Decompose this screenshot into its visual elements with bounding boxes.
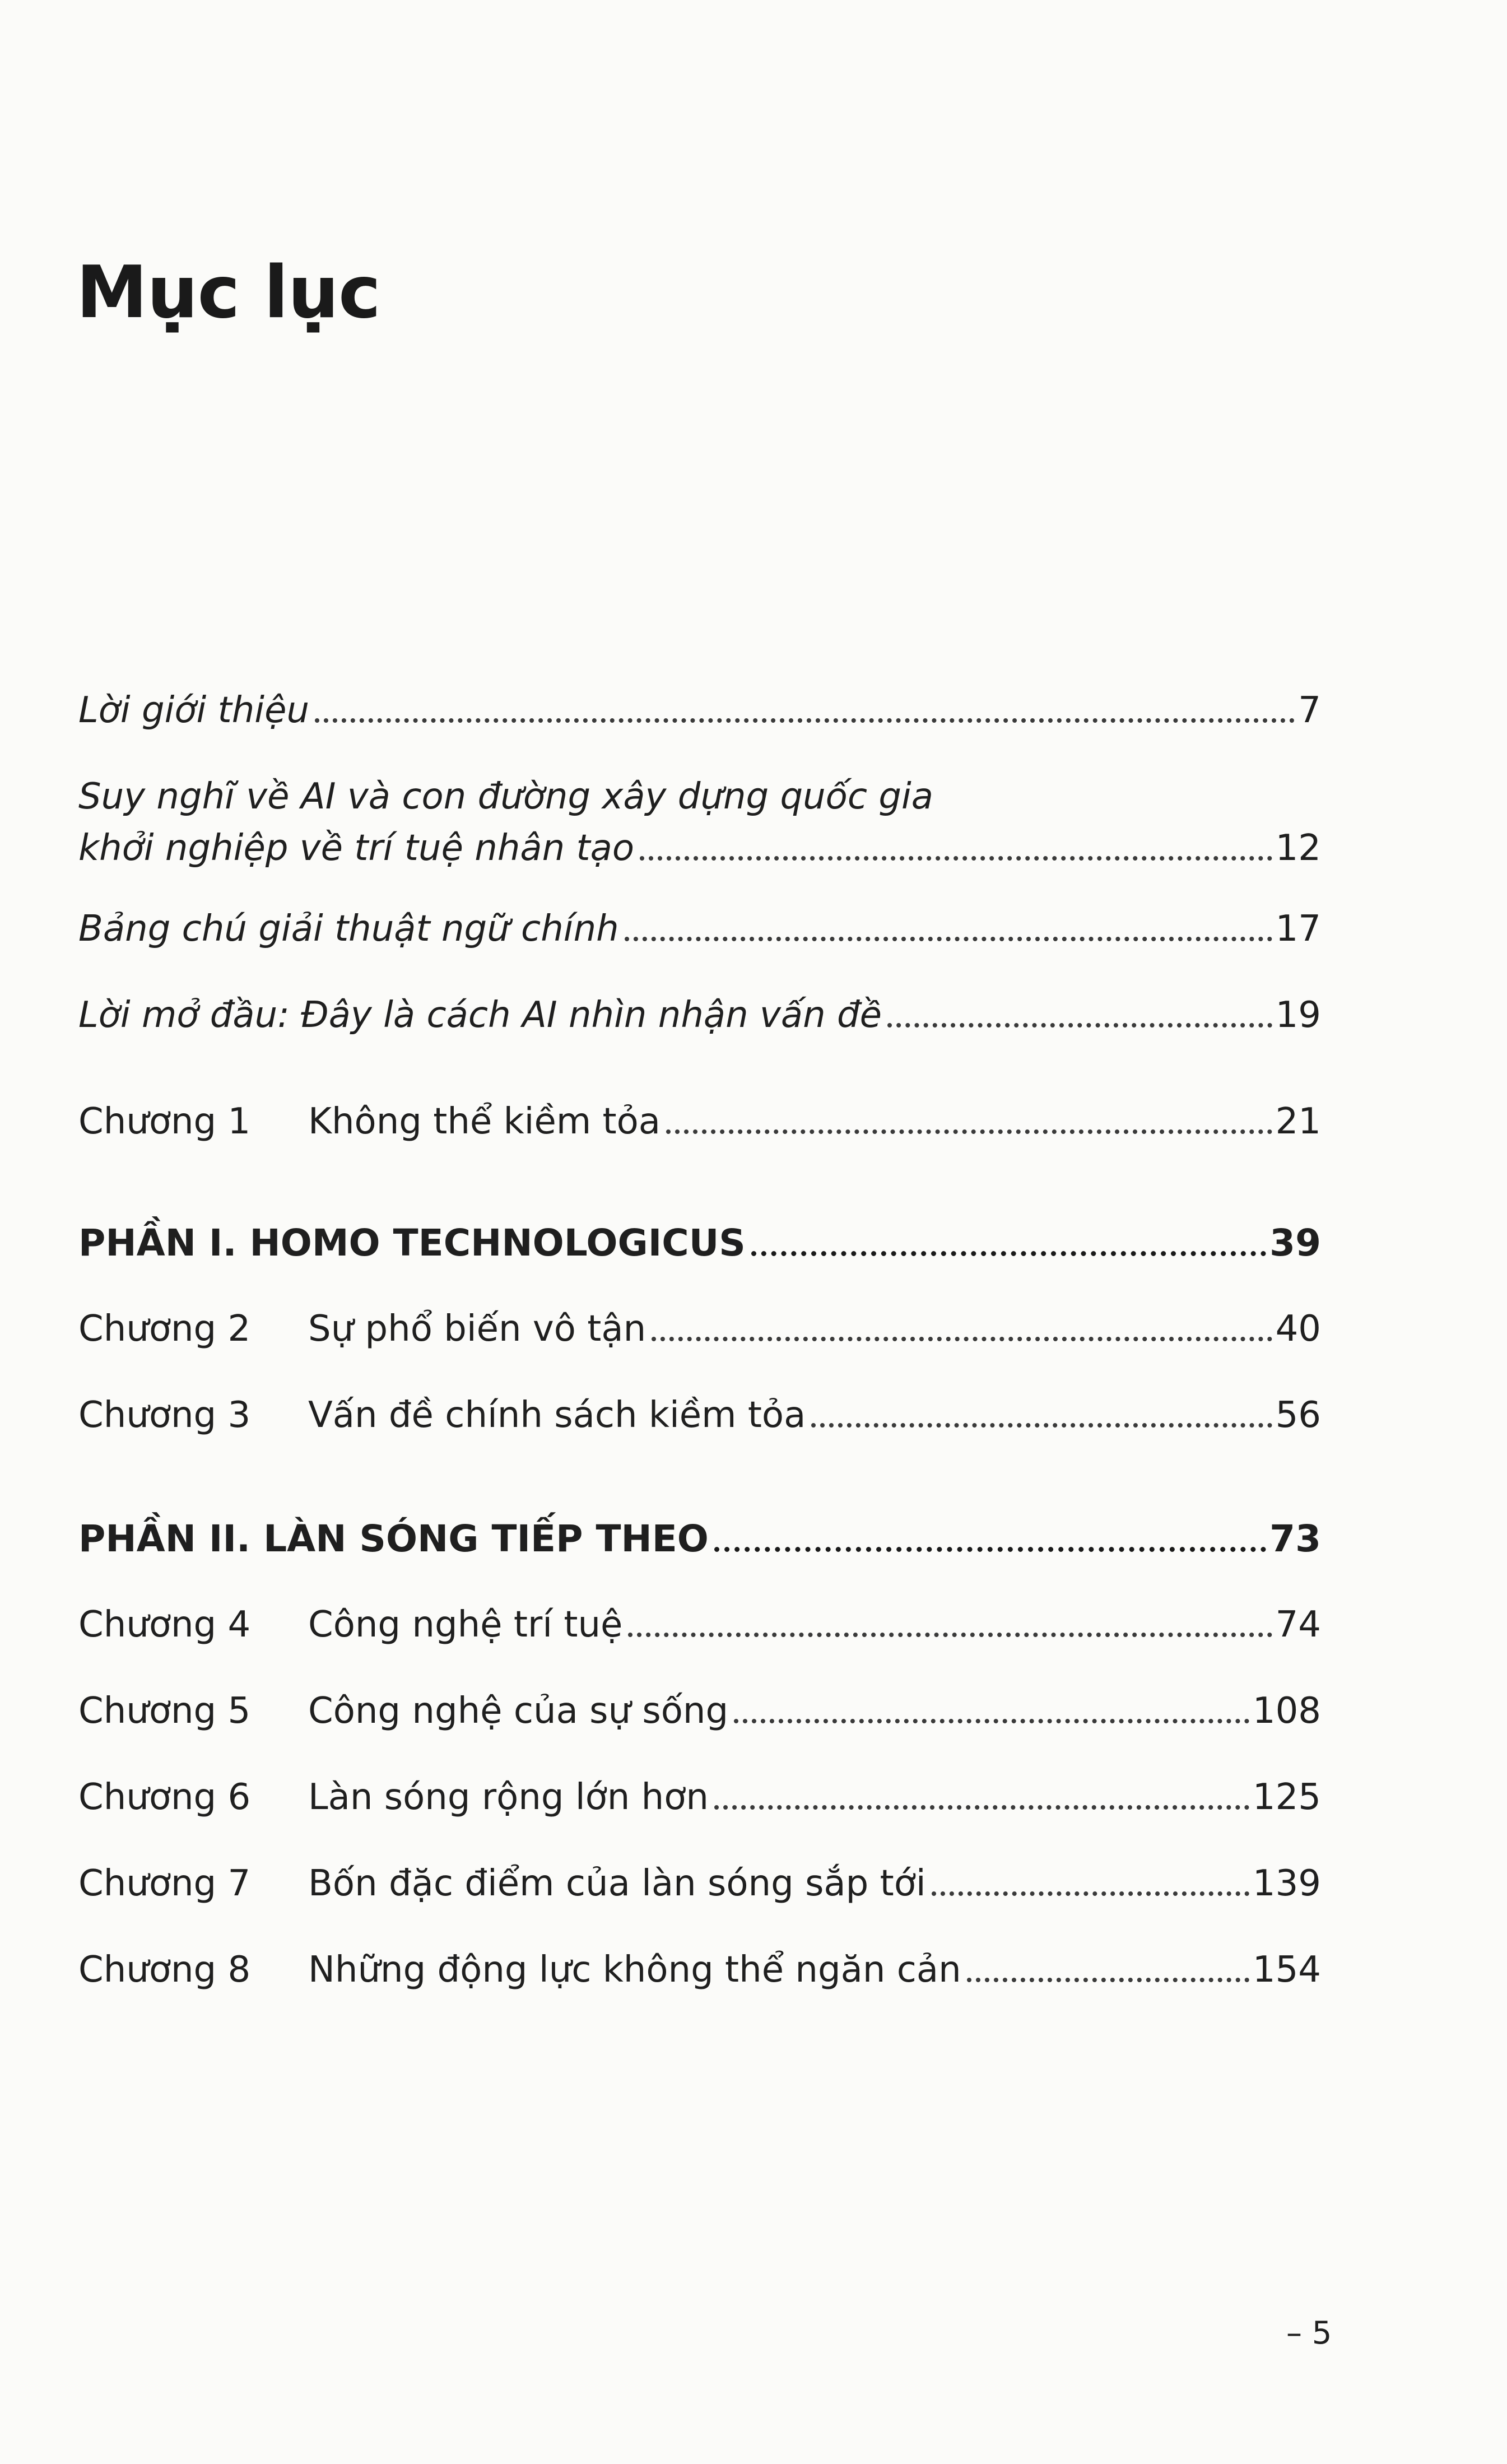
dot-leader — [628, 1633, 1272, 1637]
chapter-title: Sự phổ biến vô tận — [308, 1308, 646, 1350]
entry-page: 73 — [1269, 1517, 1321, 1560]
entry-page: 74 — [1275, 1604, 1321, 1645]
part-title: PHẦN II. LÀN SÓNG TIẾP THEO — [78, 1517, 709, 1560]
entry-page: 125 — [1252, 1777, 1321, 1818]
entry-page: 17 — [1275, 908, 1321, 950]
dot-leader — [652, 1337, 1272, 1341]
page-title: Mục lục — [76, 251, 380, 334]
entry-label: Bảng chú giải thuật ngữ chính — [78, 908, 619, 950]
dot-leader — [714, 1805, 1249, 1810]
toc-part-1[interactable] — [78, 1221, 1321, 1264]
entry-page: 139 — [1252, 1863, 1321, 1904]
chapter-number: Chương 8 — [78, 1949, 251, 1991]
dot-leader — [751, 1251, 1266, 1256]
chapter-number: Chương 4 — [78, 1604, 251, 1645]
chapter-number: Chương 1 — [78, 1101, 251, 1142]
dot-leader — [315, 718, 1295, 723]
dot-leader — [666, 1129, 1272, 1134]
entry-label: Lời mở đầu: Đây là cách AI nhìn nhận vấn đề — [78, 994, 882, 1036]
toc-entry-chapter-2[interactable] — [78, 1308, 1321, 1350]
entry-page: 39 — [1269, 1221, 1321, 1264]
toc-entry-introduction[interactable] — [78, 690, 1321, 731]
chapter-number: Chương 3 — [78, 1394, 251, 1436]
dot-leader — [625, 937, 1272, 941]
toc-entry-chapter-7[interactable] — [78, 1863, 1321, 1904]
entry-page: 56 — [1275, 1394, 1321, 1436]
chapter-title: Bốn đặc điểm của làn sóng sắp tới — [308, 1863, 926, 1904]
dot-leader — [734, 1719, 1249, 1723]
chapter-title: Làn sóng rộng lớn hơn — [308, 1777, 709, 1818]
toc-entry-chapter-5[interactable] — [78, 1690, 1321, 1732]
entry-page: 12 — [1275, 827, 1321, 869]
dot-leader — [714, 1547, 1266, 1552]
toc-entry-chapter-6[interactable] — [78, 1777, 1321, 1818]
toc-entry-ai-thoughts[interactable] — [78, 776, 1321, 869]
toc-part-2[interactable] — [78, 1517, 1321, 1560]
entry-label-line1: Suy nghĩ về AI và con đường xây dựng quốc gia — [78, 776, 933, 817]
chapter-number: Chương 6 — [78, 1777, 251, 1818]
chapter-title: Không thể kiềm tỏa — [308, 1101, 661, 1142]
entry-page: 7 — [1298, 690, 1321, 731]
entry-label-line2: khởi nghiệp về trí tuệ nhân tạo — [78, 827, 634, 869]
dot-leader — [811, 1423, 1272, 1428]
entry-page: 40 — [1275, 1308, 1321, 1350]
dot-leader — [887, 1023, 1272, 1028]
chapter-title: Vấn đề chính sách kiềm tỏa — [308, 1394, 806, 1436]
chapter-number: Chương 5 — [78, 1690, 251, 1732]
entry-page: 154 — [1252, 1949, 1321, 1991]
entry-page: 19 — [1275, 994, 1321, 1036]
dot-leader — [932, 1891, 1249, 1896]
toc-entry-chapter-1[interactable] — [78, 1101, 1321, 1142]
toc-entry-chapter-4[interactable] — [78, 1604, 1321, 1645]
toc-entry-chapter-8[interactable] — [78, 1949, 1321, 1991]
page-number: – 5 — [1286, 2315, 1332, 2351]
toc-entry-glossary[interactable] — [78, 908, 1321, 950]
dot-leader — [640, 856, 1272, 861]
chapter-number: Chương 7 — [78, 1863, 251, 1904]
part-title: PHẦN I. HOMO TECHNOLOGICUS — [78, 1221, 746, 1264]
toc-entry-prologue[interactable] — [78, 994, 1321, 1036]
toc-entry-chapter-3[interactable] — [78, 1394, 1321, 1436]
chapter-title: Công nghệ trí tuệ — [308, 1604, 623, 1645]
entry-label: Lời giới thiệu — [78, 690, 309, 731]
chapter-title: Công nghệ của sự sống — [308, 1690, 729, 1732]
chapter-number: Chương 2 — [78, 1308, 251, 1350]
chapter-title: Những động lực không thể ngăn cản — [308, 1949, 961, 1991]
entry-page: 108 — [1252, 1690, 1321, 1732]
entry-page: 21 — [1275, 1101, 1321, 1142]
dot-leader — [967, 1978, 1249, 1982]
